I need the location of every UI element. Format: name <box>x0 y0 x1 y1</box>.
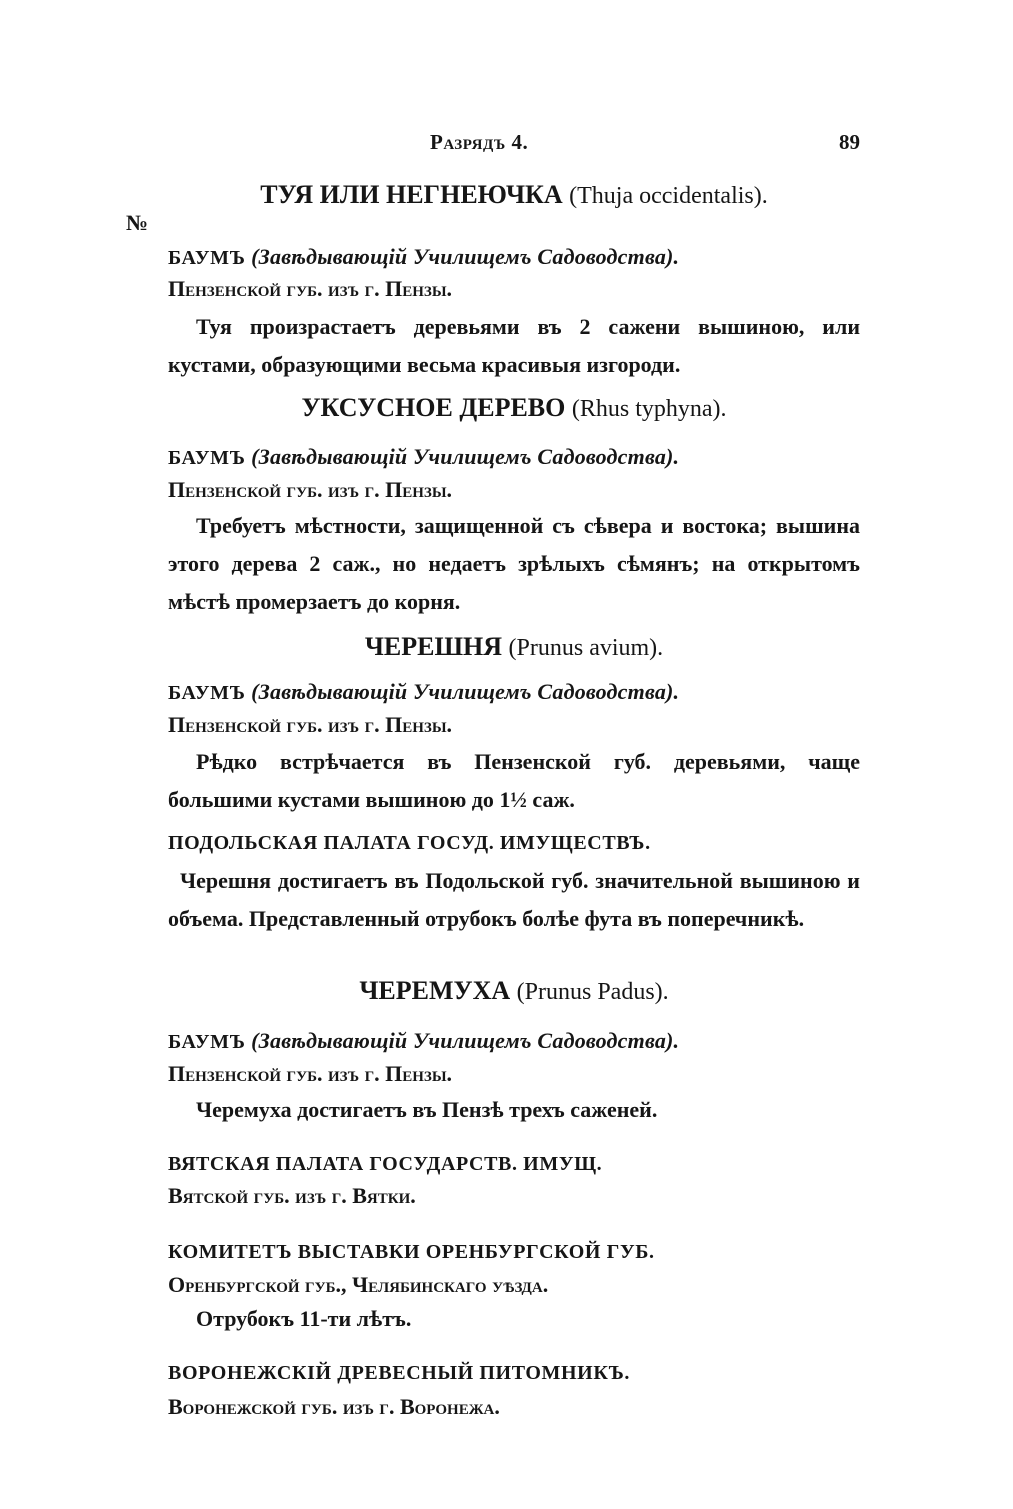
exhibitor-line <box>168 679 679 705</box>
description-text: Требуетъ мѣстности, защищенной съ сѣвера и востока; вышина этого дерева 2 саж., но недаетъ зрѣлыхъ сѣмянъ; на открытомъ мѣстѣ промерзаетъ до корня. <box>168 513 860 614</box>
exhibitor-line <box>168 1362 630 1385</box>
exhibitor-line <box>168 444 679 470</box>
exhibitor-name: ПОДОЛЬСКАЯ ПАЛАТА ГОСУД. ИМУЩЕСТВЪ. <box>168 832 651 854</box>
entry-description <box>168 862 860 938</box>
exhibitor-name: КОМИТЕТЪ ВЫСТАВКИ ОРЕНБУРГСКОЙ ГУБ. <box>168 1241 655 1263</box>
entry-title-text: ТУЯ ИЛИ НЕГНЕЮЧКА <box>260 180 563 209</box>
exhibitor-location: Оренбургской губ., Челябинскаго уѣзда. <box>168 1272 549 1297</box>
description-text: Туя произрастаетъ деревьями въ 2 сажени вышиною, или кустами, образующими весьма красивыя изгороди. <box>168 314 860 377</box>
exhibitor-location: Пензенской губ. изъ г. Пензы. <box>168 712 453 737</box>
exhibitor-name: БАУМЪ <box>168 682 246 704</box>
exhibitor-name: ВЯТСКАЯ ПАЛАТА ГОСУДАРСТВ. ИМУЩ. <box>168 1153 603 1175</box>
margin-number-mark: № <box>126 210 149 235</box>
entry-latin-name: (Prunus Padus). <box>516 979 669 1005</box>
running-head: Разрядъ 4. <box>430 130 529 154</box>
entry-title-prunus-padus <box>168 976 860 1006</box>
entry-title-rhus <box>168 393 860 423</box>
entry-latin-name: (Thuja occidentalis). <box>569 183 768 209</box>
entry-description <box>168 507 860 621</box>
exhibitor-name: БАУМЪ <box>168 1031 246 1053</box>
entry-title-text: ЧЕРЕМУХА <box>359 976 511 1005</box>
exhibitor-role: (Завѣдывающій Училищемъ Садоводства). <box>251 444 680 469</box>
entry-description <box>168 1091 860 1129</box>
description-text: Отрубокъ 11-ти лѣтъ. <box>196 1306 412 1331</box>
entry-title-prunus-avium <box>168 632 860 662</box>
exhibitor-line <box>168 1028 679 1054</box>
exhibitor-role: (Завѣдывающій Училищемъ Садоводства). <box>251 679 680 704</box>
exhibitor-location: Пензенской губ. изъ г. Пензы. <box>168 1061 453 1086</box>
entry-title-text: УКСУСНОЕ ДЕРЕВО <box>301 393 566 422</box>
exhibitor-location: Воронежской губ. изъ г. Воронежа. <box>168 1394 500 1419</box>
exhibitor-line <box>168 244 679 270</box>
exhibitor-role: (Завѣдывающій Училищемъ Садоводства). <box>251 244 680 269</box>
exhibitor-line <box>168 1241 655 1264</box>
exhibitor-role: (Завѣдывающій Училищемъ Садоводства). <box>251 1028 680 1053</box>
exhibitor-location: Пензенской губ. изъ г. Пензы. <box>168 276 453 301</box>
exhibitor-name: ВОРОНЕЖСКІЙ ДРЕВЕСНЫЙ ПИТОМНИКЪ. <box>168 1362 630 1384</box>
exhibitor-line <box>168 832 651 855</box>
exhibitor-line <box>168 1153 602 1176</box>
page-header <box>168 130 860 160</box>
entry-description <box>168 743 860 819</box>
description-text: Черемуха достигаетъ въ Пензѣ трехъ саженей. <box>196 1097 658 1122</box>
description-text: Рѣдко встрѣчается въ Пензенской губ. деревьями, чаще большими кустами вышиною до 1½ саж. <box>168 749 860 812</box>
description-text: Черешня достигаетъ въ Подольской губ. значительной вышиною и объема. Представленный отрубокъ болѣе фута въ поперечникѣ. <box>168 868 860 931</box>
exhibitor-name: БАУМЪ <box>168 247 246 269</box>
entry-description <box>168 308 860 384</box>
entry-title-text: ЧЕРЕШНЯ <box>364 632 503 661</box>
page-number: 89 <box>839 130 860 154</box>
entry-latin-name: (Rhus typhyna). <box>571 396 727 422</box>
exhibitor-name: БАУМЪ <box>168 447 246 469</box>
exhibitor-location: Вятской губ. изъ г. Вятки. <box>168 1183 416 1208</box>
entry-description <box>168 1300 860 1338</box>
entry-latin-name: (Prunus avium). <box>508 635 664 661</box>
entry-title-thuja <box>168 180 860 210</box>
exhibitor-location: Пензенской губ. изъ г. Пензы. <box>168 477 453 502</box>
